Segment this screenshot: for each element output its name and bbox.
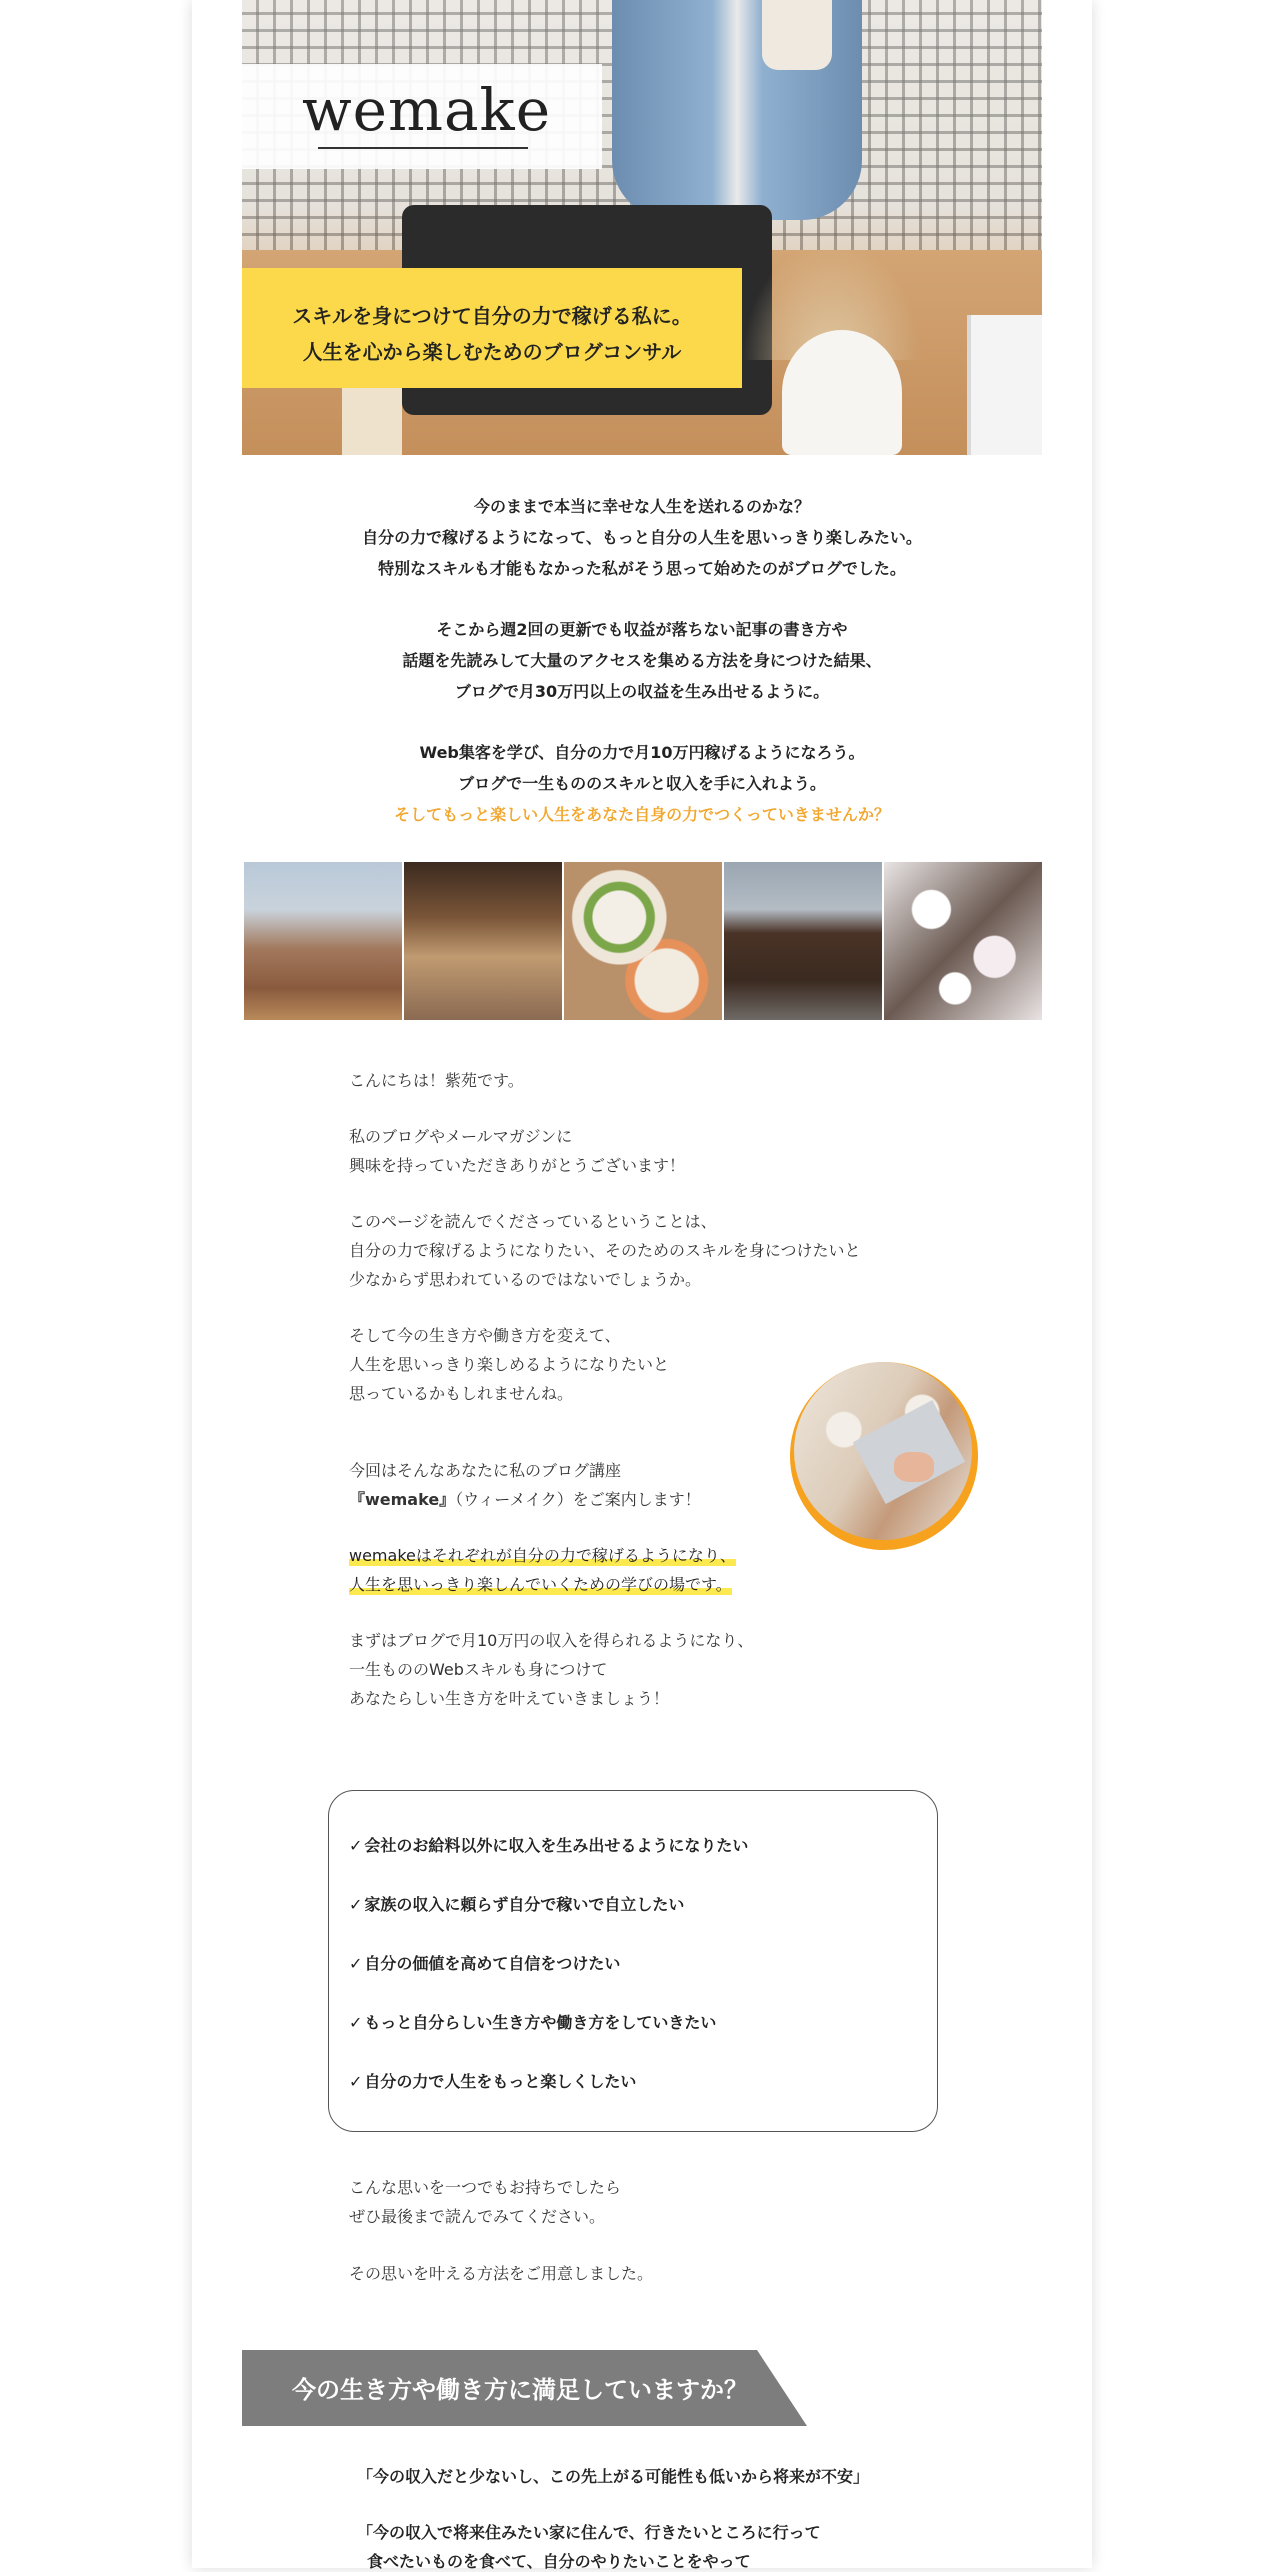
checklist-item: ✓ 家族の収入に頼らず自分で稼いで自立したい [349,1895,685,1914]
workspace-photo-circle [790,1362,978,1550]
greeting: こんにちは！紫苑です。 [349,1071,524,1090]
intro-line: ブログで一生もののスキルと収入を手に入れよう。 [458,774,826,793]
logo: wemake [302,76,552,144]
body-line: 思っているかもしれませんね。 [349,1384,574,1403]
underline-line-1: wemakeはそれぞれが自分の力で稼げるようになり、 [349,1543,736,1566]
body-line: その思いを叶える方法をご用意しました。 [349,2264,654,2283]
logo-box [242,64,602,169]
intro-line: そこから週2回の更新でも収益が落ちない記事の書き方や [436,620,848,639]
intro-line: 今のままで本当に幸せな人生を送れるのかな？ [473,497,810,516]
body-line: まずはブログで月10万円の収入を得られるようになり、 [349,1631,754,1650]
intro-line: ブログで月30万円以上の収益を生み出せるように。 [454,682,830,701]
quote-line: 「今の収入だと少ないし、この先上がる可能性も低いから将来が不安」 [357,2467,870,2486]
checklist-item: ✓ 自分の価値を高めて自信をつけたい [349,1954,621,1973]
course-intro: （ウィーメイク）をご案内します！ [455,1490,701,1509]
body-line: そして今の生き方や働き方を変えて、 [349,1326,621,1345]
tagline-box [242,268,742,388]
logo-underline [318,147,528,149]
hero-lamp [342,380,402,455]
page [192,0,1092,2571]
body-line: こんな思いを一つでもお持ちでしたら [349,2178,621,2197]
checklist-box [328,1790,938,2132]
body-line: 少なからず思われているのではないでしょうか。 [349,1270,702,1289]
intro-line: Web集客を学び、自分の力で月10万円稼げるようになろう。 [419,743,865,762]
body-line: 興味を持っていただきありがとうございます！ [349,1156,686,1175]
food-photo [564,862,722,1020]
cherry-blossom-photo [884,862,1042,1020]
check-icon: ✓ [349,1895,363,1914]
city-photo [244,862,402,1020]
body-line: 人生を思いっきり楽しめるようになりたいと [349,1355,670,1374]
hero-image [242,0,1042,455]
cafe-interior-photo [404,862,562,1020]
hero-vase [782,330,902,455]
photo-strip [244,862,1040,1020]
intro-highlight: そしてもっと楽しい人生をあなた自身の力でつくっていきませんか？ [394,805,890,824]
checklist-item: ✓ 自分の力で人生をもっと楽しくしたい [349,2072,637,2091]
body-line: 自分の力で稼げるようになりたい、そのためのスキルを身につけたいと [349,1241,861,1260]
check-icon: ✓ [349,2072,363,2091]
check-icon: ✓ [349,1836,363,1855]
body-line: 今回はそんなあなたに私のブログ講座 [349,1461,622,1480]
checklist-item: ✓ 会社のお給料以外に収入を生み出せるようになりたい [349,1836,749,1855]
quote-line: 「今の収入で将来住みたい家に住んで、行きたいところに行って [357,2523,821,2542]
section-title: 今の生き方や働き方に満足していますか？ [292,2376,748,2404]
course-name: 『wemake』 [349,1490,456,1509]
tagline-line-1: スキルを身につけて自分の力で稼げる私に。 [292,304,692,328]
intro-line: 自分の力で稼げるようになって、もっと自分の人生を思いっきり楽しみたい。 [362,528,922,547]
checklist-item: ✓ もっと自分らしい生き方や働き方をしていきたい [349,2013,717,2032]
body-line: あなたらしい生き方を叶えていきましょう！ [349,1689,670,1708]
body-line: 私のブログやメールマガジンに [349,1127,573,1146]
workspace-hand [894,1452,934,1482]
check-icon: ✓ [349,1954,363,1973]
body-line: ぜひ最後まで読んでみてください。 [349,2207,606,2226]
hero-cup [762,0,832,70]
street-photo [724,862,882,1020]
body-line: 一生もののWebスキルも身につけて [349,1660,608,1679]
intro-line: 特別なスキルも才能もなかった私がそう思って始めたのがブログでした。 [378,559,906,578]
intro-line: 話題を先読みして大量のアクセスを集める方法を身につけた結果、 [402,651,882,670]
workspace-photo [794,1362,972,1540]
tagline-line-2: 人生を心から楽しむためのブログコンサル [302,340,682,364]
body-line [349,1487,701,1510]
hero-books [967,315,1042,455]
check-icon: ✓ [349,2013,363,2032]
quote-line: 食べたいものを食べて、自分のやりたいことをやって [367,2552,751,2571]
underline-line-2: 人生を思いっきり楽しんでいくための学びの場です。 [349,1572,732,1595]
body-line: このページを読んでくださっているということは、 [349,1212,717,1231]
section-banner [242,2350,807,2426]
